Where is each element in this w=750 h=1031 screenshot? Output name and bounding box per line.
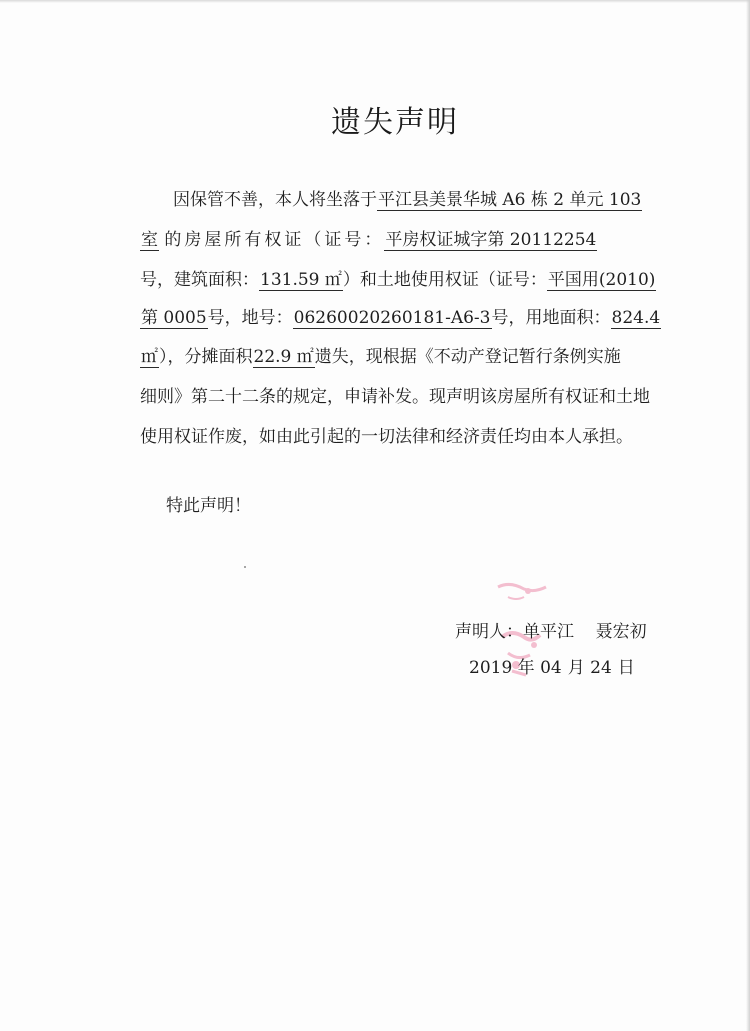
body-line-1 — [173, 189, 642, 211]
line3-text2: ）和土地使用权证（证号： — [342, 270, 547, 290]
line3-text1: 号，建筑面积： — [140, 270, 259, 290]
property-location: 平江县美景华城 A6 栋 2 单元 103 — [378, 190, 642, 210]
declarant-label: 声明人： — [455, 622, 523, 642]
body-line-3 — [140, 269, 656, 291]
closing-statement: 特此声明！ — [166, 496, 251, 516]
land-number: 06260020260181-A6-3 — [293, 308, 491, 328]
line1-prefix: 因保管不善，本人将坐落于 — [173, 190, 377, 210]
declarant-signature — [455, 621, 647, 643]
body-line-7: 使用权证作废，如由此引起的一切法律和经济责任均由本人承担。 — [140, 427, 633, 447]
land-cert-number: 平国用(2010) — [547, 270, 656, 290]
building-area: 131.59 ㎡ — [260, 270, 342, 290]
land-area-unit: ㎡ — [141, 347, 158, 367]
declarant-names: 单平江 聂宏初 — [523, 622, 647, 642]
declaration-date — [469, 657, 635, 679]
date-day-unit: 日 — [617, 658, 635, 678]
line5-text1: ），分摊面积 — [159, 347, 253, 367]
date-month: 04 — [540, 658, 562, 678]
body-line-2 — [140, 229, 597, 251]
line4-text1: 号，地号： — [207, 308, 293, 328]
body-line-6: 细则》第二十二条的规定，申请补发。现声明该房屋所有权证和土地 — [140, 387, 650, 407]
house-cert-number: 平房权证城字第 20112254 — [385, 230, 597, 250]
date-year: 2019 — [469, 658, 513, 678]
shared-area: 22.9 ㎡ — [253, 347, 314, 367]
page-edge-right — [746, 0, 750, 1031]
land-area: 824.4 — [611, 308, 661, 328]
page-edge-top — [0, 0, 750, 3]
document-title: 遗失声明 — [331, 105, 459, 140]
land-cert-number-end: 第 0005 — [141, 308, 207, 328]
body-line-5 — [140, 346, 621, 368]
line4-text2: 号，用地面积： — [491, 308, 611, 328]
paper-speck — [244, 566, 246, 568]
date-year-unit: 年 — [517, 658, 535, 678]
property-location-end: 室 — [141, 230, 158, 250]
line2-text: 的房屋所有权证（证号： — [164, 230, 385, 250]
date-day: 24 — [590, 658, 612, 678]
line5-text2: 遗失，现根据《不动产登记暂行条例实施 — [314, 347, 621, 367]
body-line-4 — [140, 307, 661, 329]
date-month-unit: 月 — [567, 658, 585, 678]
